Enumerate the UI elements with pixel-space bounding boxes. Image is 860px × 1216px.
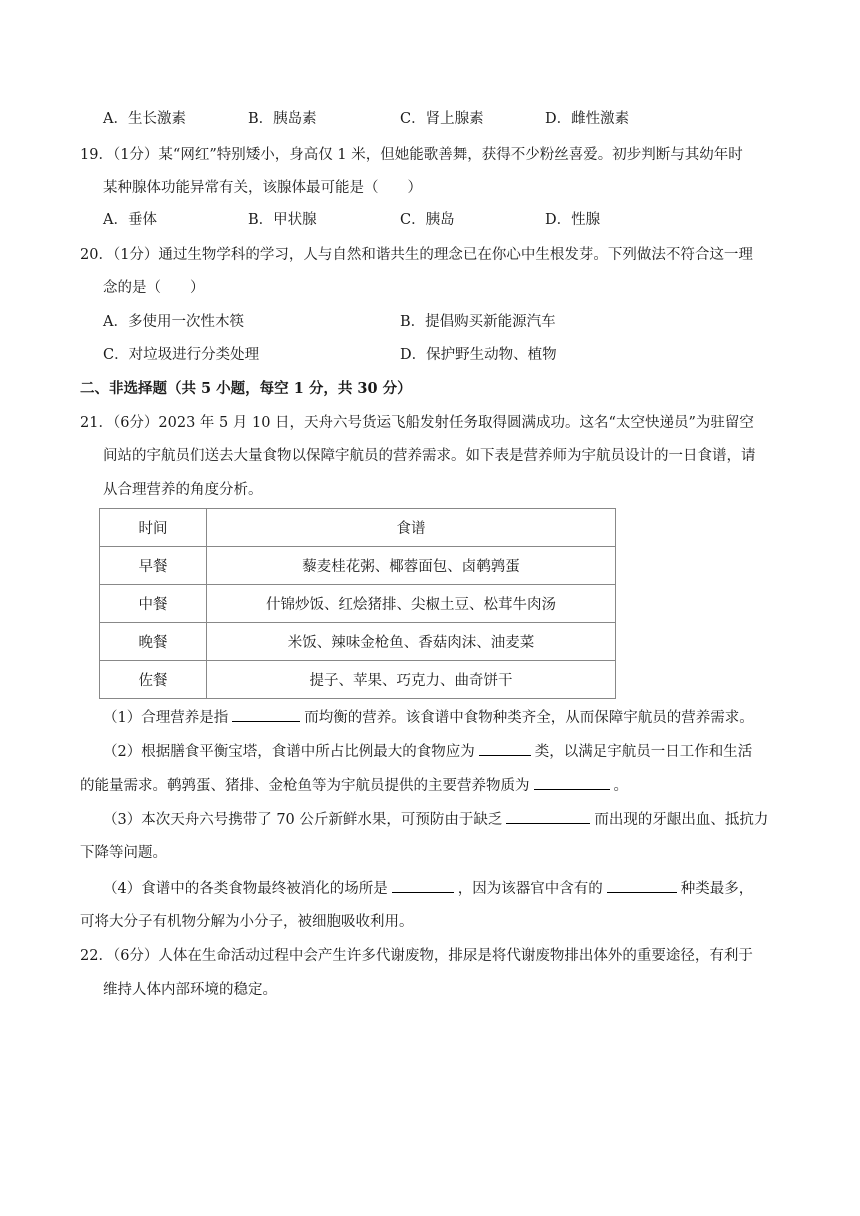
table-cell-meal: 晚餐 bbox=[100, 623, 207, 661]
q19-option-b: B．甲状腺 bbox=[248, 212, 317, 228]
q21-part2-text-b: 类，以满足宇航员一日工作和生活 bbox=[534, 744, 753, 760]
q21-part1-text-a: （1）合理营养是指 bbox=[103, 710, 229, 726]
section-2-title: 二、非选择题（共 5 小题，每空 1 分，共 30 分） bbox=[80, 380, 412, 397]
table-row bbox=[100, 623, 616, 661]
q22-stem-line2: 维持人体内部环境的稳定。 bbox=[103, 982, 277, 998]
q21-part2-text-c: 的能量需求。鹌鹑蛋、猪排、金枪鱼等为宇航员提供的主要营养物质为 bbox=[80, 778, 530, 794]
q21-part4-text-c: 种类最多， bbox=[680, 881, 754, 897]
q21-part1 bbox=[103, 707, 754, 728]
q21-stem-line1: 21．（6分）2023 年 5 月 10 日，天舟六号货运飞船发射任务取得圆满成功。这名“太空快递员”为驻留空 bbox=[80, 415, 754, 431]
table-cell-meal: 早餐 bbox=[100, 547, 207, 585]
q21-part3-text-a: （3）本次天舟六号携带了 70 公斤新鲜水果，可预防由于缺乏 bbox=[103, 812, 503, 828]
q20-stem-line1: 20．（1分）通过生物学科的学习，人与自然和谐共生的理念已在你心中生根发芽。下列做法不符合这一理 bbox=[80, 247, 753, 263]
table-header-menu: 食谱 bbox=[207, 509, 616, 547]
q21-part4-line2: 可将大分子有机物分解为小分子，被细胞吸收利用。 bbox=[80, 914, 414, 930]
table-cell-meal: 中餐 bbox=[100, 585, 207, 623]
answer-blank[interactable] bbox=[534, 775, 610, 790]
table-header-time: 时间 bbox=[100, 509, 207, 547]
q20-option-d: D．保护野生动物、植物 bbox=[400, 347, 557, 363]
meal-plan-table bbox=[99, 508, 616, 699]
q21-part4-text-a: （4）食谱中的各类食物最终被消化的场所是 bbox=[103, 881, 388, 897]
q20-stem-line2: 念的是（ ） bbox=[103, 280, 205, 296]
answer-blank[interactable] bbox=[506, 809, 590, 824]
q19-option-c: C．胰岛 bbox=[400, 212, 455, 228]
table-cell-menu: 米饭、辣味金枪鱼、香菇肉沫、油麦菜 bbox=[207, 623, 616, 661]
table-row bbox=[100, 585, 616, 623]
q21-stem-line2: 间站的宇航员们送去大量食物以保障宇航员的营养需求。如下表是营养师为宇航员设计的一日食谱，请 bbox=[103, 448, 756, 464]
q20-option-a: A．多使用一次性木筷 bbox=[103, 314, 244, 330]
q21-stem-line3: 从合理营养的角度分析。 bbox=[103, 482, 263, 498]
q21-part2-line2 bbox=[80, 775, 628, 796]
q18-option-a: A．生长激素 bbox=[103, 111, 186, 127]
q19-option-d: D．性腺 bbox=[545, 212, 601, 228]
q18-option-b: B．胰岛素 bbox=[248, 111, 317, 127]
q20-option-b: B．提倡购买新能源汽车 bbox=[400, 314, 556, 330]
table-row bbox=[100, 547, 616, 585]
q21-part4-text-b: ，因为该器官中含有的 bbox=[457, 881, 603, 897]
table-cell-menu: 提子、苹果、巧克力、曲奇饼干 bbox=[207, 661, 616, 699]
q21-part2-text-a: （2）根据膳食平衡宝塔，食谱中所占比例最大的食物应为 bbox=[103, 744, 475, 760]
q21-part2-text-d: 。 bbox=[613, 778, 628, 794]
table-cell-menu: 什锦炒饭、红烩猪排、尖椒土豆、松茸牛肉汤 bbox=[207, 585, 616, 623]
q22-stem-line1: 22．（6分）人体在生命活动过程中会产生许多代谢废物，排尿是将代谢废物排出体外的重要途径，有利于 bbox=[80, 948, 753, 964]
table-header-row bbox=[100, 509, 616, 547]
q20-option-c: C．对垃圾进行分类处理 bbox=[103, 347, 260, 363]
q21-part3-line1 bbox=[103, 809, 768, 830]
answer-blank[interactable] bbox=[392, 878, 454, 893]
q19-option-a: A．垂体 bbox=[103, 212, 157, 228]
q21-part4-line1 bbox=[103, 878, 753, 899]
q21-part3-text-b: 而出现的牙龈出血、抵抗力 bbox=[594, 812, 769, 828]
q19-stem-line1: 19．（1分）某“网红”特别矮小，身高仅 1 米，但她能歌善舞，获得不少粉丝喜爱。初步判断与其幼年时 bbox=[80, 147, 743, 163]
q21-part2-line1 bbox=[103, 741, 752, 762]
q18-option-d: D．雌性激素 bbox=[545, 111, 630, 127]
q19-stem-line2: 某种腺体功能异常有关，该腺体最可能是（ ） bbox=[103, 180, 422, 196]
answer-blank[interactable] bbox=[232, 707, 300, 722]
answer-blank[interactable] bbox=[607, 878, 677, 893]
q21-part1-text-b: 而均衡的营养。该食谱中食物种类齐全，从而保障宇航员的营养需求。 bbox=[304, 710, 754, 726]
answer-blank[interactable] bbox=[479, 741, 531, 756]
q18-option-c: C．肾上腺素 bbox=[400, 111, 484, 127]
table-row bbox=[100, 661, 616, 699]
q21-part3-line2: 下降等问题。 bbox=[80, 845, 167, 861]
table-cell-meal: 佐餐 bbox=[100, 661, 207, 699]
table-cell-menu: 藜麦桂花粥、椰蓉面包、卤鹌鹑蛋 bbox=[207, 547, 616, 585]
